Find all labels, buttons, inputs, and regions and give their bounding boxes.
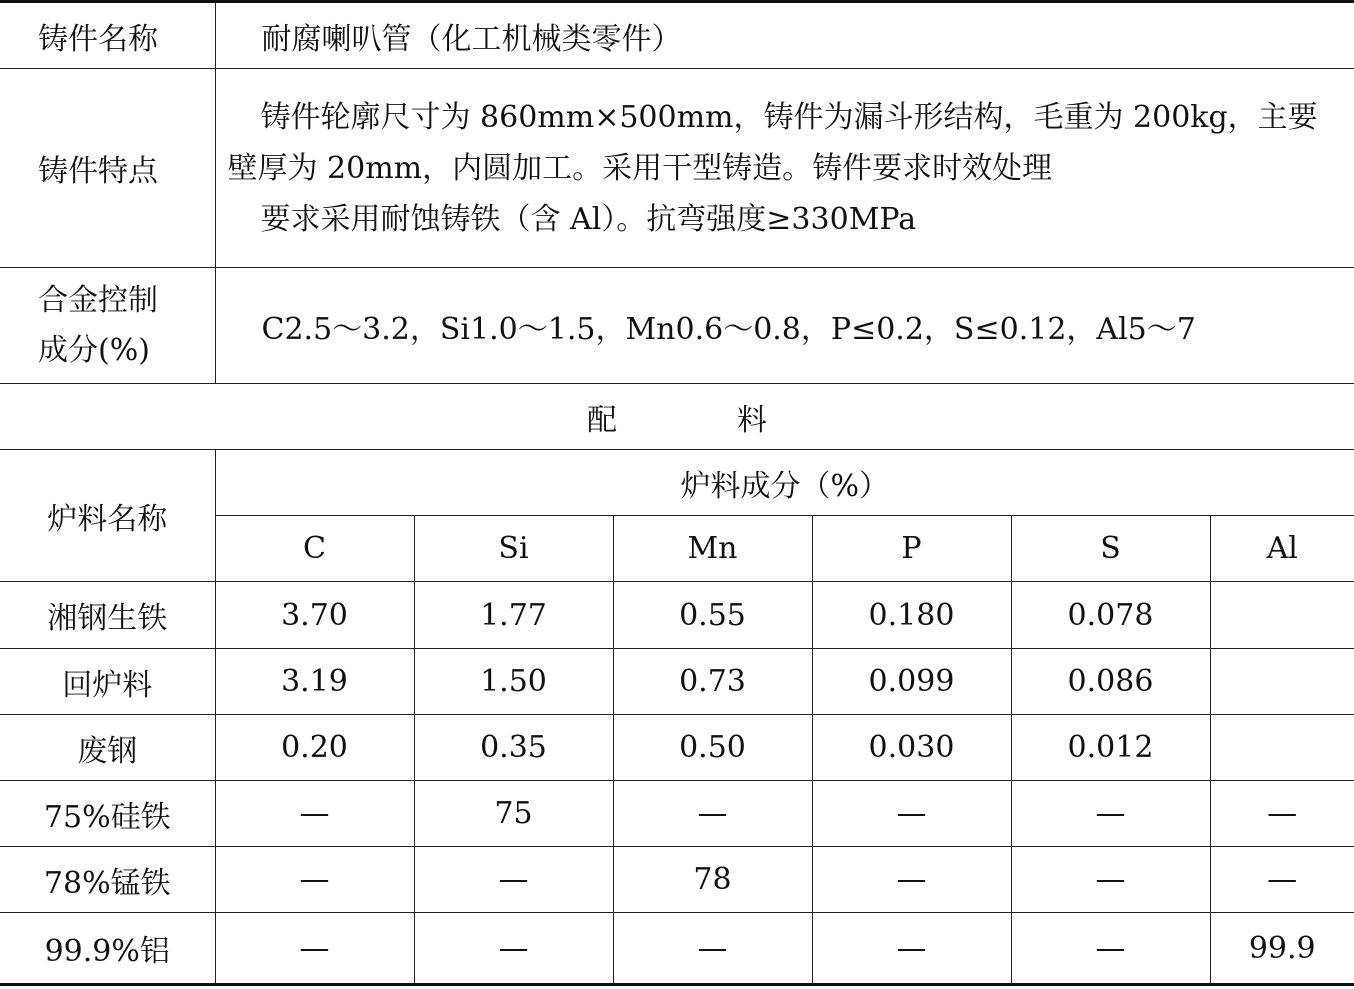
value-mn: — [613, 913, 812, 985]
table-row [0, 715, 1354, 781]
value-al [1210, 649, 1354, 715]
value-al [1210, 715, 1354, 781]
value-s: 0.086 [1011, 649, 1210, 715]
value-s: 0.012 [1011, 715, 1210, 781]
material-name: 78%锰铁 [0, 847, 215, 913]
material-name: 回炉料 [0, 649, 215, 715]
alloy-label-line-1: 合金控制 [38, 282, 158, 318]
value-c: — [215, 913, 414, 985]
material-name: 湘钢生铁 [0, 582, 215, 649]
alloy-label [0, 268, 215, 384]
material-name: 75%硅铁 [0, 781, 215, 847]
value-c: 3.70 [215, 582, 414, 649]
value-c: — [215, 847, 414, 913]
value-p: 0.180 [812, 582, 1011, 649]
section-title-part-2: 料 [737, 402, 767, 438]
material-name: 99.9%铝 [0, 913, 215, 985]
row-alloy-composition [0, 268, 1354, 384]
value-al: 99.9 [1210, 913, 1354, 985]
value-si: — [414, 847, 613, 913]
column-header-s: S [1011, 516, 1210, 582]
column-header-si: Si [414, 516, 613, 582]
value-s: 0.078 [1011, 582, 1210, 649]
composition-header: 炉料成分（%） [215, 450, 1354, 516]
row-casting-features [0, 69, 1354, 268]
column-header-mn: Mn [613, 516, 812, 582]
value-si: 0.35 [414, 715, 613, 781]
row-section-title [0, 384, 1354, 450]
value-p: — [812, 847, 1011, 913]
casting-name-value: 耐腐喇叭管（化工机械类零件） [215, 2, 1354, 69]
value-c: 0.20 [215, 715, 414, 781]
value-si: 1.77 [414, 582, 613, 649]
features-line-2: 壁厚为 20mm，内圆加工。采用干型铸造。铸件要求时效处理 [227, 150, 1053, 186]
table-row [0, 781, 1354, 847]
column-header-p: P [812, 516, 1011, 582]
value-al: — [1210, 847, 1354, 913]
value-c: — [215, 781, 414, 847]
material-name: 废钢 [0, 715, 215, 781]
casting-features-label: 铸件特点 [0, 69, 215, 268]
value-si: 75 [414, 781, 613, 847]
section-title-part-1: 配 [587, 402, 617, 438]
column-header-c: C [215, 516, 414, 582]
casting-features-value [215, 69, 1354, 268]
table-row [0, 649, 1354, 715]
value-mn: 0.50 [613, 715, 812, 781]
value-mn: 78 [613, 847, 812, 913]
value-p: 0.030 [812, 715, 1011, 781]
material-name-header: 炉料名称 [0, 450, 215, 582]
value-si: — [414, 913, 613, 985]
alloy-label-line-2: 成分(%) [38, 332, 150, 368]
features-line-3: 要求采用耐蚀铸铁（含 Al）。抗弯强度≥330MPa [260, 201, 917, 237]
value-mn: 0.73 [613, 649, 812, 715]
row-casting-name [0, 2, 1354, 69]
features-line-1: 铸件轮廓尺寸为 860mm×500mm，铸件为漏斗形结构，毛重为 200kg，主要 [260, 99, 1318, 135]
table-row [0, 847, 1354, 913]
row-header-1 [0, 450, 1354, 516]
table-row [0, 582, 1354, 649]
value-s: — [1011, 913, 1210, 985]
value-al: — [1210, 781, 1354, 847]
value-s: — [1011, 847, 1210, 913]
value-mn: — [613, 781, 812, 847]
value-p: — [812, 913, 1011, 985]
value-s: — [1011, 781, 1210, 847]
value-p: 0.099 [812, 649, 1011, 715]
value-si: 1.50 [414, 649, 613, 715]
value-p: — [812, 781, 1011, 847]
value-mn: 0.55 [613, 582, 812, 649]
table-row [0, 913, 1354, 985]
column-header-al: Al [1210, 516, 1354, 582]
casting-name-label: 铸件名称 [0, 2, 215, 69]
section-title [0, 384, 1354, 450]
value-c: 3.19 [215, 649, 414, 715]
value-al [1210, 582, 1354, 649]
alloy-value: C2.5～3.2，Si1.0～1.5，Mn0.6～0.8，P≤0.2，S≤0.12，Al5～7 [215, 268, 1354, 384]
